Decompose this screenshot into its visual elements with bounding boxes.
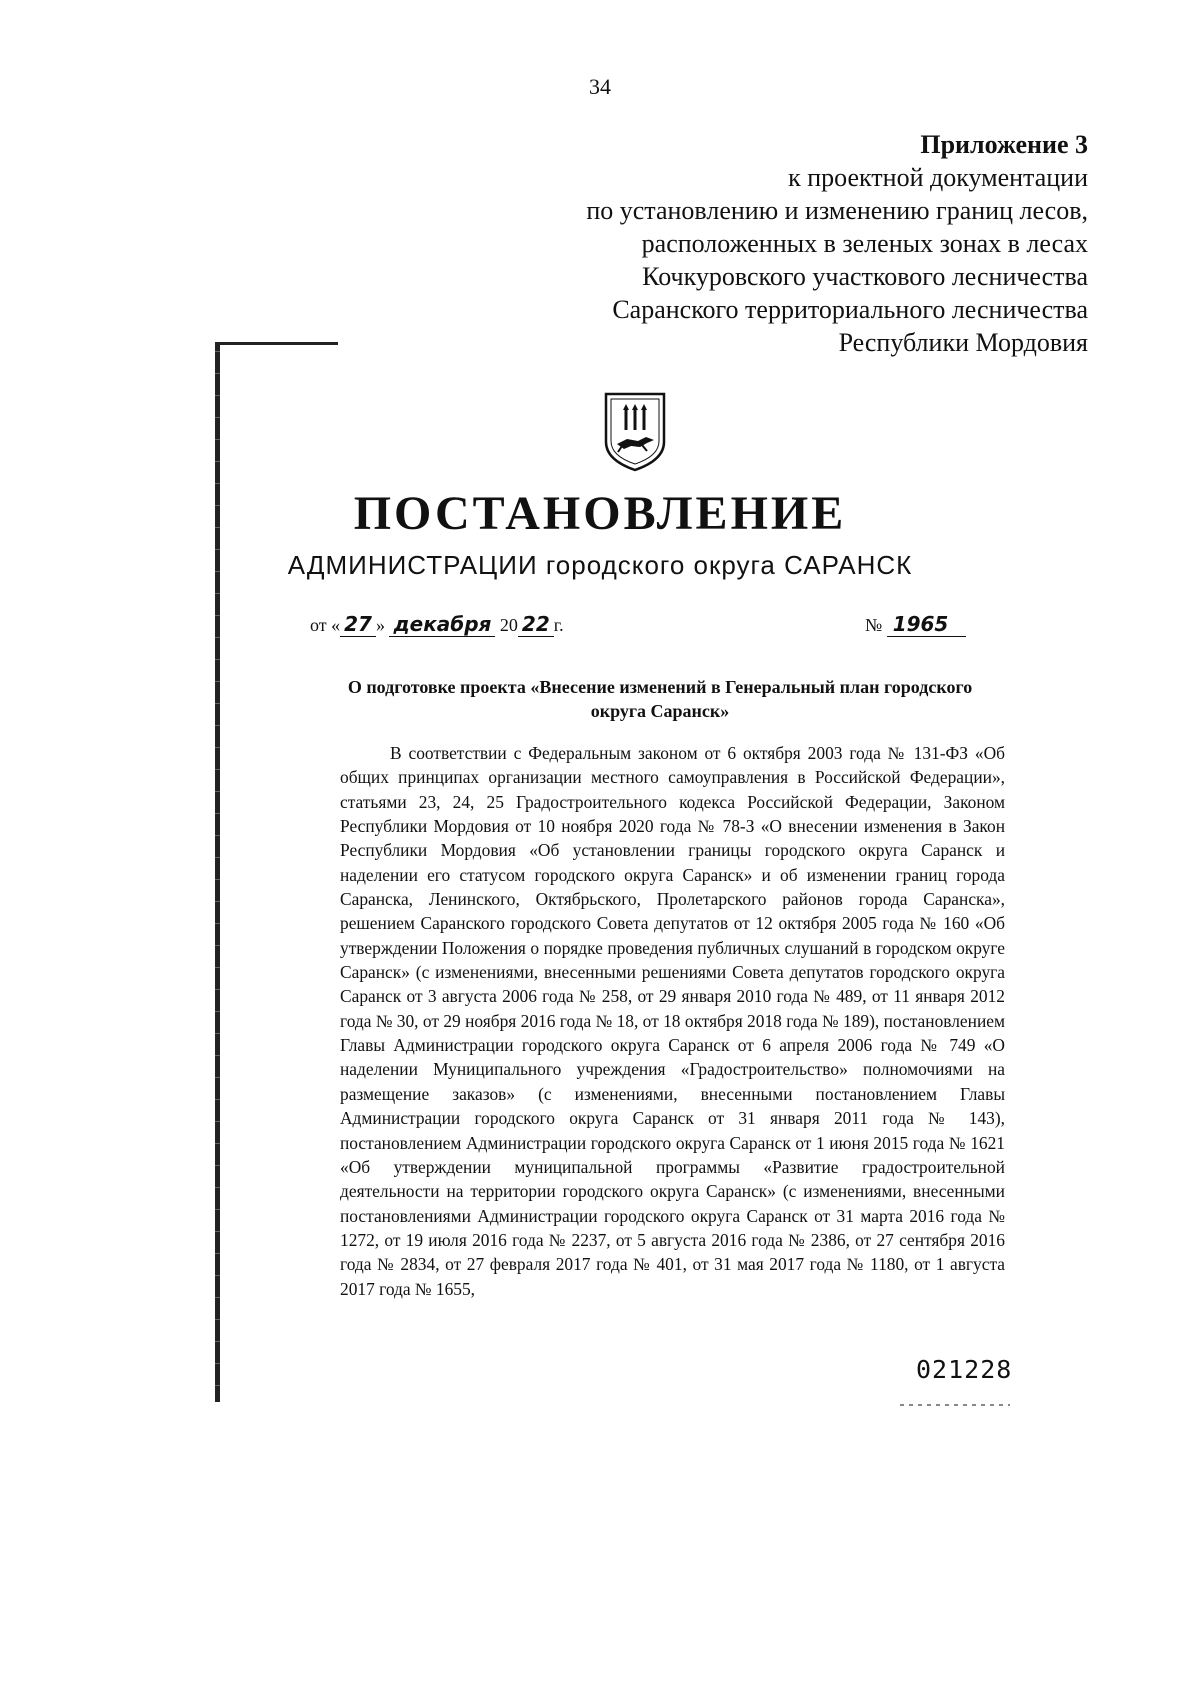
date-day: 27 (340, 612, 376, 637)
scan-artifact (900, 1404, 1010, 1406)
appendix-line: по установлению и изменению границ лесов, (586, 196, 1088, 225)
appendix-title: Приложение 3 (920, 130, 1088, 159)
decree-issuer: АДМИНИСТРАЦИИ городского округа САРАНСК (287, 550, 913, 580)
appendix-line: расположенных в зеленых зонах в лесах (641, 229, 1088, 258)
date-year-prefix: 20 (499, 615, 518, 635)
decree-title: ПОСТАНОВЛЕНИЕ (353, 487, 847, 540)
appendix-line: Кочкуровского участкового лесничества (642, 262, 1088, 291)
date-mid: » (375, 615, 385, 635)
decree-subject: О подготовке проекта «Внесение изменений в Генеральный план городского округа Саранск» (347, 677, 973, 721)
appendix-line: Республики Мордовия (838, 328, 1088, 357)
date-month: декабря (389, 612, 495, 637)
binding-rule-top (215, 342, 338, 345)
appendix-header (388, 128, 1088, 359)
appendix-line: к проектной документации (788, 163, 1088, 192)
page-number: 34 (589, 74, 611, 99)
number-value: 1965 (887, 612, 967, 637)
decree-body: В соответствии с Федеральным законом от 6 октября 2003 года № 131-ФЗ «Об общих принципах организации местного самоуправления в Российской Федерации», статьями 23, 24, 25 Градостроительного кодекса Российской Федерации, Законом Республики Мордовия от 10 ноября 2020 года № 78-З «О внесении изменения в Закон Республики Мордовия «Об установлении границы городского округа Саранск и наделении его статусом городского округа Саранск» и об изменении границ города Саранска, Ленинского, Октябрьского, Пролетарского районов города Саранска», решением Саранского городского Совета депутатов от 12 октября 2005 года № 160 «Об утверждении Положения о порядке проведения публичных слушаний в городском округе Саранск» (с изменениями, внесенными решениями Совета депутатов городского округа Саранск от 3 августа 2006 года № 258, от 29 января 2010 года № 489, от 11 января 2012 года № 30, от 29 ноября 2016 года № 18, от 18 октября 2018 года № 189), постановлением Главы Администрации городского округа Саранск от 6 апреля 2006 года № 749 «О наделении Муниципального учреждения «Градостроительство» полномочиями на размещение заказов» (с изменениями, внесенными постановлением Главы Администрации городского округа Саранск от 31 января 2011 года № 143), постановлением Администрации городского округа Саранск от 1 июня 2015 года № 1621 «Об утверждении муниципальной программы «Развитие градостроительной деятельности на территории городского округа Саранск» (с изменениями, внесенными постановлениями Администрации городского округа Саранск от 31 марта 2016 года № 1272, от 19 июля 2016 года № 2237, от 5 августа 2016 года № 2386, от 27 сентября 2016 года № 2834, от 27 февраля 2017 года № 401, от 31 мая 2017 года № 1180, от 1 августа 2017 года № 1655, (340, 743, 1005, 1299)
appendix-line: Саранского территориального лесничества (612, 295, 1088, 324)
date-prefix: от « (310, 615, 341, 635)
document-code: 021228 (916, 1355, 1013, 1384)
date-suffix: г. (553, 615, 564, 635)
decree-date (310, 612, 564, 636)
number-prefix: № (865, 615, 883, 635)
date-year: 22 (518, 612, 554, 637)
saransk-coat-of-arms-icon (600, 390, 670, 474)
decree-number (865, 612, 966, 636)
